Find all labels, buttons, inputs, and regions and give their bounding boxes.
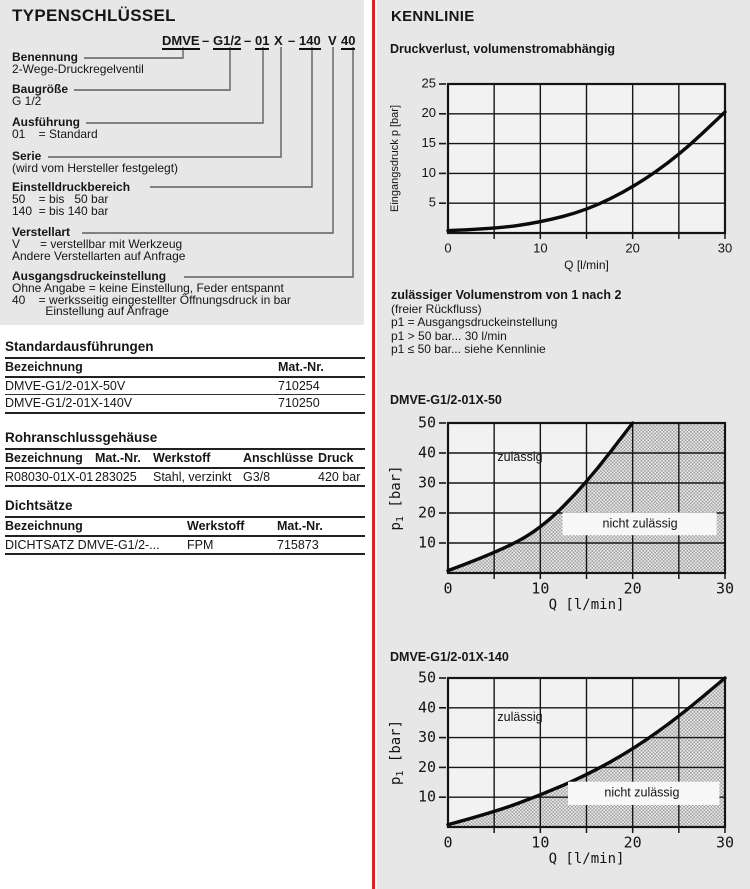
svg-text:50: 50 (417, 414, 436, 432)
type-code-segment: V (328, 33, 337, 48)
svg-text:10: 10 (531, 579, 550, 598)
table-header-row: Bezeichnung Werkstoff Mat.-Nr. (5, 518, 365, 537)
key-label-ausfuehrung: Ausführung 01 = Standard (12, 115, 98, 141)
svg-text:p1 [bar]: $p_1$ [bar] (388, 465, 406, 531)
red-divider-line (372, 0, 375, 889)
key-label-einstelldruckbereich: Einstelldruckbereich 50 = bis 50 bar 140 = bis 140 bar (12, 180, 131, 218)
type-key-panel (0, 0, 364, 325)
svg-text:10: 10 (421, 164, 436, 180)
type-code-dash: – (288, 33, 296, 48)
type-code-segment: G1/2 (213, 33, 242, 48)
svg-text:20: 20 (417, 503, 436, 522)
note-line: (freier Rückfluss) (391, 301, 482, 316)
svg-text:10: 10 (417, 533, 436, 552)
table-row: R08030-01X-01 283025 Stahl, verzinkt G3/8 420 bar (5, 469, 365, 488)
key-label-ausgangsdruckeinstellung: Ausgangsdruckeinstellung Ohne Angabe = keine Einstellung, Feder entspannt 40 = werksseitig eingestellter Öffnungsdruck in bar Einstellung auf Anfrage (12, 269, 291, 319)
svg-text:0: 0 (444, 240, 452, 256)
type-code-segment: 01 (255, 33, 270, 48)
page-title: TYPENSCHLÜSSEL (12, 6, 176, 25)
type-code-dash: – (202, 33, 210, 48)
table-rohranschlussgehaeuse (5, 430, 365, 487)
svg-text:20: 20 (417, 757, 436, 776)
type-code-segment: 40 (341, 33, 356, 48)
key-label-verstellart: Verstellart V = verstellbar mit Werkzeug Andere Verstellarten auf Anfrage (12, 225, 186, 263)
type-code-segment: X (274, 33, 283, 48)
svg-text:30: 30 (717, 240, 733, 256)
chart-dmve50-title: DMVE-G1/2-01X-50 (390, 393, 502, 407)
table-header-row: Bezeichnung Mat.-Nr. Werkstoff Anschlüsse Druck (5, 450, 365, 469)
svg-text:5: 5 (428, 194, 436, 210)
svg-text:Q [l/min]: Q [l/min] (564, 258, 609, 272)
svg-text:10: 10 (417, 787, 436, 806)
chart-dmve140 (384, 670, 746, 872)
svg-text:30: 30 (715, 833, 735, 852)
svg-text:30: 30 (715, 579, 735, 598)
svg-text:40: 40 (417, 443, 436, 462)
type-code-segment: DMVE (162, 33, 200, 48)
svg-text:Q [l/min]: Q [l/min] (548, 851, 625, 867)
chart-dmve140-title: DMVE-G1/2-01X-140 (390, 650, 509, 664)
key-label-benennung: Benennung 2-Wege-Druckregelventil (12, 50, 144, 76)
svg-text:50: 50 (417, 670, 436, 687)
chart-druckverlust (384, 76, 746, 276)
svg-text:Eingangsdruck p [bar]: Eingangsdruck p [bar] (389, 104, 401, 213)
note-line: p1 = Ausgangsdruckeinstellung (391, 315, 558, 330)
svg-text:0: 0 (443, 579, 453, 598)
key-label-serie: Serie (wird vom Hersteller festgelegt) (12, 149, 179, 175)
type-code-segment: 140 (299, 33, 321, 48)
table-dichtsaetze (5, 498, 365, 555)
note-line: p1 > 50 bar... 30 l/min (391, 328, 507, 343)
table-title: Dichtsätze (5, 498, 365, 518)
chart-dmve50 (384, 414, 746, 616)
volumenstrom-note: zulässiger Volumenstrom von 1 nach 2 (freier Rückfluss) p1 = Ausgangsdruckeinstellung p1 > 50 bar... 30 l/min p1 ≤ 50 bar... siehe Kennlinie (391, 288, 622, 357)
table-header-row: Bezeichnung Mat.-Nr. (5, 359, 365, 378)
table-row: DMVE-G1/2-01X-140V 710250 (5, 395, 365, 414)
svg-text:20: 20 (623, 833, 642, 852)
svg-text:zulässig: zulässig (497, 449, 543, 464)
svg-text:25: 25 (421, 76, 436, 91)
svg-text:Q [l/min]: Q [l/min] (548, 597, 625, 613)
section-title-kennlinie: KENNLINIE (391, 8, 475, 25)
svg-text:10: 10 (531, 833, 550, 852)
chart-druckverlust-title: Druckverlust, volumenstromabhängig (390, 42, 616, 56)
svg-text:30: 30 (417, 473, 436, 492)
svg-text:20: 20 (625, 240, 640, 256)
note-line: p1 ≤ 50 bar... siehe Kennlinie (391, 342, 546, 357)
svg-text:zulässig: zulässig (497, 710, 543, 725)
svg-text:20: 20 (623, 579, 642, 598)
table-standardausfuehrungen (5, 339, 365, 414)
type-code-dash: – (244, 33, 252, 48)
table-row: DICHTSATZ DMVE-G1/2-... FPM 715873 (5, 537, 365, 556)
svg-text:20: 20 (421, 105, 436, 121)
svg-text:p1 [bar]: $p_1$ [bar] (388, 719, 406, 786)
svg-text:0: 0 (443, 833, 453, 852)
svg-text:15: 15 (421, 135, 436, 151)
svg-text:nicht zulässig: nicht zulässig (602, 516, 678, 531)
table-row: DMVE-G1/2-01X-50V 710254 (5, 378, 365, 396)
table-title: Standardausführungen (5, 339, 365, 359)
svg-text:10: 10 (533, 240, 548, 256)
table-title: Rohranschlussgehäuse (5, 430, 365, 450)
key-label-baugroesse: Baugröße G 1/2 (12, 82, 69, 108)
svg-text:40: 40 (417, 698, 436, 717)
svg-text:30: 30 (417, 728, 436, 747)
svg-text:nicht zulässig: nicht zulässig (604, 785, 680, 800)
